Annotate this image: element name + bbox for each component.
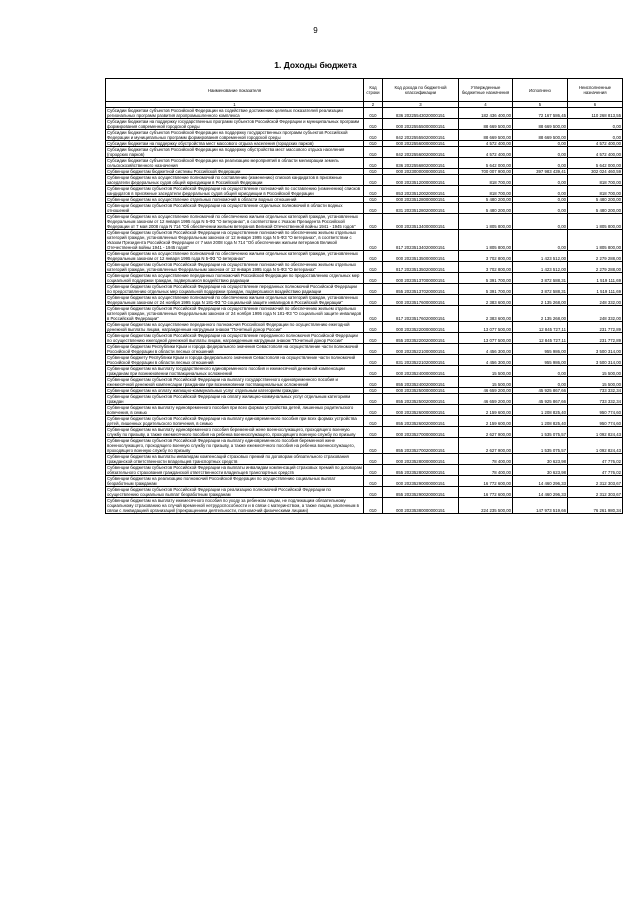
row-remaining: 5 480 200,00 [568,203,623,214]
table-row [106,306,623,322]
row-code: 010 [364,251,383,262]
row-kbk: 855 20235250020000151 [383,394,459,405]
row-remaining: 818 700,00 [568,175,623,186]
row-code: 010 [364,344,383,355]
row-approved: 818 700,00 [459,186,513,197]
row-kbk: 000 20235176000000151 [383,295,459,306]
row-approved: 818 700,00 [459,175,513,186]
row-kbk: 817 20235135020000151 [383,262,459,273]
row-name: Субвенции бюджетам субъектов Российской Федерации на оплату жилищно-коммунальных услуг отдельным категориям граждан [106,394,364,405]
row-remaining: 15 500,00 [568,366,623,377]
row-remaining: 2 312 303,67 [568,487,623,498]
row-approved: 700 007 900,00 [459,169,513,175]
row-remaining: 302 024 460,59 [568,169,623,175]
row-approved: 16 772 600,00 [459,487,513,498]
row-kbk: 855 20235280020000151 [383,465,459,476]
row-code: 010 [364,377,383,388]
row-name: Субвенции бюджетам субъектов Российской Федерации на осуществление полномочий по обеспечению жильем отдельных категорий граждан, установленных Федеральным законом от 12 января 1995 года N 5-ФЗ "О ветеранах" [106,262,364,273]
row-code: 010 [364,262,383,273]
row-approved: 2 159 600,00 [459,405,513,416]
row-name: Субсидии бюджетам субъектов Российской Федерации на поддержку обустройства мест массового отдыха населения (городских парков) [106,147,364,158]
row-remaining: 231 772,89 [568,333,623,344]
row-executed: 45 925 867,66 [513,394,568,405]
col-header-executed: Исполнено [513,79,568,102]
row-name: Субсидии бюджетам на поддержку государственных программ субъектов Российской Федерации и муниципальных программ формирования современной городской среды [106,119,364,130]
row-code: 010 [364,427,383,438]
row-name: Субвенции бюджетам на осуществление полномочий по обеспечению жильем отдельных категорий граждан, установленных Федеральным законом от 12 января 1995 года N 5-ФЗ "О ветеранах", в соответствии с Указом Президента Российской Федерации от 7 мая 2008 года N 714 "Об обеспечении жильем ветеранов Великой Отечественной войны 1941 - 1945 годов" [106,214,364,230]
row-executed: 955 986,00 [513,355,568,366]
row-code: 010 [364,333,383,344]
row-name: Субвенции бюджетам на осуществление отдельных полномочий в области водных отношений [106,197,364,203]
table-row [106,262,623,273]
row-code: 010 [364,465,383,476]
row-remaining: 950 774,60 [568,416,623,427]
row-code: 010 [364,169,383,175]
row-executed: 45 925 867,66 [513,388,568,394]
row-code: 010 [364,454,383,465]
row-executed: 0,00 [513,186,568,197]
row-executed: 397 983 439,41 [513,169,568,175]
row-approved: 46 659 200,00 [459,394,513,405]
row-remaining: 818 700,00 [568,186,623,197]
row-executed: 1 535 075,57 [513,438,568,454]
col-header-remaining: Неисполненные назначения [568,79,623,102]
row-remaining: 2 279 288,00 [568,251,623,262]
row-approved: 4 572 400,00 [459,141,513,147]
row-executed: 147 973 519,66 [513,498,568,514]
row-approved: 4 572 400,00 [459,147,513,158]
table-row [106,322,623,333]
row-name: Субвенции бюджетам субъектов Российской Федерации на осуществление отдельных полномочий в области водных отношений [106,203,364,214]
row-kbk: 855 20235270020000151 [383,438,459,454]
row-kbk: 817 20235176020000151 [383,306,459,322]
row-code: 010 [364,295,383,306]
row-remaining: 950 774,60 [568,405,623,416]
row-name: Субвенции бюджетам бюджетной системы Российской Федерации [106,169,364,175]
table-row [106,108,623,119]
col-header-row-code: Код строки [364,79,383,102]
row-name: Субсидии бюджетам субъектов Российской Федерации на содействие достижению целевых показателей реализации региональных программ развития агропромышленного комплекса [106,108,364,119]
row-approved: 78 400,00 [459,465,513,476]
row-approved: 1 805 800,00 [459,214,513,230]
row-kbk: 000 20235260000000151 [383,405,459,416]
row-code: 010 [364,230,383,251]
table-row [106,416,623,427]
row-kbk: 842 20225555020000151 [383,130,459,141]
row-approved: 16 772 600,00 [459,476,513,487]
row-name: Субвенции бюджетам на реализацию полномочий Российской Федерации по осуществлению социальных выплат безработным гражданам [106,476,364,487]
table-row [106,230,623,251]
row-remaining: 231 772,89 [568,322,623,333]
row-remaining: 5 480 200,00 [568,197,623,203]
row-approved: 5 480 200,00 [459,203,513,214]
row-name: Субвенции бюджетам на выплату единовременного пособия беременной жене военнослужащего, проходящего военную службу по призыву, а также ежемесячного пособия на ребенка военнослужащего, проходящего военную службу по призыву [106,427,364,438]
row-kbk: 000 20235120000000151 [383,175,459,186]
row-kbk: 000 20235250000000151 [383,388,459,394]
row-remaining: 1 092 824,43 [568,438,623,454]
row-code: 010 [364,147,383,158]
table-row [106,366,623,377]
table-row [106,405,623,416]
row-approved: 224 235 500,00 [459,498,513,514]
row-code: 010 [364,203,383,214]
row-kbk: 831 20235128020000151 [383,203,459,214]
row-kbk: 000 20230000000000151 [383,169,459,175]
row-name: Субвенции бюджетам субъектов Российской Федерации на осуществление переданного полномочия Российской Федерации по осуществлению ежегодной денежной выплаты лицам, награжденным нагрудным знаком "Почетный донор России" [106,333,364,344]
row-approved: 13 077 500,00 [459,333,513,344]
row-kbk: 000 20225555000000151 [383,119,459,130]
row-executed: 1 535 075,57 [513,427,568,438]
row-executed: 3 872 588,31 [513,273,568,284]
table-row [106,498,623,514]
table-row [106,438,623,454]
table-row [106,476,623,487]
row-remaining: 733 332,34 [568,388,623,394]
row-code: 010 [364,284,383,295]
table-row [106,377,623,388]
row-name: Субвенции бюджетам на выплату единовременного пособия при всех формах устройства детей, лишенных родительского попечения, в семью [106,405,364,416]
row-code: 010 [364,355,383,366]
row-code: 010 [364,186,383,197]
row-executed: 0,00 [513,366,568,377]
row-code: 010 [364,273,383,284]
col-header-name: Наименование показателя [106,79,364,102]
row-code: 010 [364,498,383,514]
row-name: Субвенции бюджетам субъектов Российской Федерации на выплату единовременного пособия беременной жене военнослужащего, проходящего военную службу по призыву, а также ежемесячного пособия на ребенка военнослужащего, проходящего военную службу по призыву [106,438,364,454]
table-row [106,454,623,465]
row-name: Субвенции бюджету Республики Крым и города федерального значения Севастополя на осуществление части полномочий Российской Федерации в области лесных отношений [106,355,364,366]
col-header-approved: Утвержденные бюджетные назначения [459,79,513,102]
row-executed: 12 845 727,11 [513,333,568,344]
row-name: Субвенции бюджетам на выплату государственного единовременного пособия и ежемесячной денежной компенсации гражданам при возникновении поствакцинальных осложнений [106,366,364,377]
row-name: Субвенции бюджетам субъектов Российской Федерации на выплату государственного единовременного пособия и ежемесячной денежной компенсации гражданам при возникновении поствакцинальных осложнений [106,377,364,388]
row-remaining: 47 776,02 [568,465,623,476]
row-kbk: 000 20235270000000151 [383,427,459,438]
row-name: Субвенции бюджетам на осуществление переданного полномочия Российской Федерации по осуществлению ежегодной денежной выплаты лицам, награжденным нагрудным знаком "Почетный донор России" [106,322,364,333]
table-row [106,130,623,141]
row-name: Субвенции бюджетам субъектов Российской Федерации на осуществление полномочий по обеспечению жильем отдельных категорий граждан, установленных Федеральным законом от 12 января 1995 года N 5-ФЗ "О ветеранах", в соответствии с Указом Президента Российской Федерации от 7 мая 2008 года N 714 "Об обеспечении жильем ветеранов Великой Отечественной войны 1941 - 1945 годов" [106,230,364,251]
table-row [106,214,623,230]
row-code: 010 [364,438,383,454]
row-executed: 2 135 268,00 [513,295,568,306]
row-approved: 5 391 700,00 [459,273,513,284]
row-code: 010 [364,214,383,230]
row-remaining: 2 279 288,00 [568,262,623,273]
table-row [106,333,623,344]
row-code: 010 [364,197,383,203]
table-row [106,487,623,498]
row-kbk: 000 20235128000000151 [383,197,459,203]
row-name: Субвенции бюджетам на выплаты инвалидам компенсаций страховых премий по договорам обязательного страхования гражданской ответственности владельцев транспортных средств [106,454,364,465]
row-kbk: 000 20235380000000151 [383,498,459,514]
table-row [106,295,623,306]
row-code: 010 [364,416,383,427]
row-code: 010 [364,394,383,405]
row-approved: 182 436 400,00 [459,108,513,119]
row-remaining: 4 572 400,00 [568,147,623,158]
col-number: 1 [106,102,364,108]
row-kbk: 000 20235290000000151 [383,476,459,487]
row-approved: 4 456 300,00 [459,344,513,355]
col-header-kbk: Код дохода по бюджетной классификации [383,79,459,102]
row-approved: 13 077 500,00 [459,322,513,333]
row-code: 010 [364,119,383,130]
table-row [106,119,623,130]
row-kbk: 817 20235134020000151 [383,230,459,251]
row-remaining: 110 268 813,55 [568,108,623,119]
table-row [106,251,623,262]
row-approved: 2 159 600,00 [459,416,513,427]
row-code: 010 [364,130,383,141]
row-executed: 0,00 [513,175,568,186]
table-row [106,203,623,214]
col-number: 3 [383,102,459,108]
row-kbk: 855 20235220020000151 [383,333,459,344]
header-row [106,79,623,102]
row-remaining: 1 519 111,69 [568,273,623,284]
row-kbk: 855 20235290020000151 [383,487,459,498]
row-remaining: 15 500,00 [568,377,623,388]
row-remaining: 3 500 314,00 [568,344,623,355]
table-row [106,465,623,476]
row-executed: 30 623,98 [513,454,568,465]
row-name: Субвенции бюджетам субъектов Российской Федерации на выплаты инвалидам компенсаций страховых премий по договорам обязательного страхования гражданской ответственности владельцев транспортных средств [107,465,362,475]
row-executed: 0,00 [513,214,568,230]
row-approved: 3 702 800,00 [459,251,513,262]
row-code: 010 [364,175,383,186]
row-approved: 15 500,00 [459,377,513,388]
table-row [106,394,623,405]
row-executed: 0,00 [513,158,568,169]
row-remaining: 1 519 111,69 [568,284,623,295]
income-table [105,78,623,514]
table-row [106,284,623,295]
table-row [106,147,623,158]
row-code: 010 [364,141,383,147]
row-name: Субвенции бюджетам на осуществление полномочий по обеспечению жильем отдельных категорий граждан, установленных Федеральным законом от 12 января 1995 года N 5-ФЗ "О ветеранах" [106,251,364,262]
row-remaining: 0,00 [568,119,623,130]
col-number: 6 [568,102,623,108]
row-code: 010 [364,158,383,169]
row-name: Субсидии бюджетам субъектов Российской Федерации на реализацию мероприятий в области мелиорации земель сельскохозяйственного назначения [106,158,364,169]
row-remaining: 248 332,00 [568,306,623,322]
row-remaining: 1 805 800,00 [568,214,623,230]
row-kbk: 836 20225568020000151 [383,158,459,169]
row-executed: 0,00 [513,147,568,158]
row-approved: 78 400,00 [459,454,513,465]
row-remaining: 5 642 000,00 [568,158,623,169]
row-name: Субсидии бюджетам на поддержку обустройства мест массового отдыха населения (городских парков) [106,141,364,147]
row-executed: 72 167 586,45 [513,108,568,119]
row-kbk: 853 20235120020000151 [383,186,459,197]
row-executed: 12 845 727,11 [513,322,568,333]
row-remaining: 248 332,00 [568,295,623,306]
row-name: Субвенции бюджетам на осуществление полномочий по обеспечению жильем отдельных категорий граждан, установленных Федеральным законом от 24 ноября 1995 года N 181-ФЗ "О социальной защите инвалидов в Российской Федерации" [106,295,364,306]
row-kbk: 855 20235240020000151 [383,377,459,388]
row-approved: 5 391 700,00 [459,284,513,295]
row-remaining: 4 572 400,00 [568,141,623,147]
row-name: Субвенции бюджетам на осуществление полномочий по составлению (изменению) списков кандидатов в присяжные заседатели федеральных судов общей юрисдикции в Российской Федерации [106,175,364,186]
row-code: 010 [364,366,383,377]
page-title: 1. Доходы бюджета [274,60,357,70]
table-row [106,355,623,366]
row-name: Субвенции бюджетам субъектов Российской Федерации на осуществление переданных полномочий Российской Федерации по предоставлению отдельных мер социальной поддержки граждан, подвергшихся воздействию радиации [106,284,364,295]
row-approved: 1 805 800,00 [459,230,513,251]
row-kbk: 000 20235220000000151 [383,322,459,333]
row-remaining: 0,00 [568,130,623,141]
row-executed: 14 460 296,33 [513,487,568,498]
table-body [106,108,623,514]
row-remaining: 1 805 800,00 [568,230,623,251]
row-executed: 1 423 512,00 [513,262,568,273]
row-remaining: 76 261 980,34 [568,498,623,514]
row-kbk: 000 20235137000000151 [383,273,459,284]
row-kbk: 842 20225560020000151 [383,147,459,158]
table-row [106,427,623,438]
row-approved: 46 659 200,00 [459,388,513,394]
col-number: 5 [513,102,568,108]
row-kbk: 831 20235221020000151 [383,355,459,366]
table-row [106,158,623,169]
row-executed: 1 208 825,40 [513,405,568,416]
row-approved: 88 669 500,00 [459,119,513,130]
row-code: 010 [364,476,383,487]
row-remaining: 2 312 303,67 [568,476,623,487]
row-remaining: 733 332,34 [568,394,623,405]
row-kbk: 855 20235260020000151 [383,416,459,427]
row-name: Субвенции бюджетам субъектов Российской Федерации на осуществление полномочий по составлению (изменению) списков кандидатов в присяжные заседатели федеральных судов общей юрисдикции в Российской Федерации [106,186,364,197]
row-executed: 1 423 512,00 [513,251,568,262]
row-approved: 5 642 000,00 [459,158,513,169]
row-executed: 955 986,00 [513,344,568,355]
row-code: 010 [364,322,383,333]
row-remaining: 1 092 824,43 [568,427,623,438]
row-approved: 88 669 500,00 [459,130,513,141]
row-name: Субвенции бюджетам на оплату жилищно-коммунальных услуг отдельным категориям граждан [106,388,364,394]
row-kbk: 836 20225543020000151 [383,108,459,119]
row-code: 010 [364,405,383,416]
row-executed: 2 135 268,00 [513,306,568,322]
row-executed: 0,00 [513,203,568,214]
row-executed: 0,00 [513,141,568,147]
row-executed: 0,00 [513,230,568,251]
row-name: Субвенции бюджетам на выплату ежемесячного пособия по уходу за ребенком лицам, не подлежащим обязательному социальному страхованию на случай временной нетрудоспособности и в связи с материнством, а также лицам, уволенным в связи с ликвидацией организаций (прекращением деятельности, полномочий физическими лицами) [106,498,364,514]
row-executed: 0,00 [513,197,568,203]
table-row [106,344,623,355]
row-name: Субсидии бюджетам субъектов Российской Федерации на поддержку государственных программ субъектов Российской Федерации и муниципальных программ формирования современной городской среды [106,130,364,141]
row-executed: 3 872 588,31 [513,284,568,295]
row-kbk: 000 20225560000000151 [383,141,459,147]
row-approved: 5 480 200,00 [459,197,513,203]
row-name: Субвенции бюджетам на осуществление переданных полномочий Российской Федерации по предоставлению отдельных мер социальной поддержки граждан, подвергшихся воздействию радиации [106,273,364,284]
row-approved: 4 456 300,00 [459,355,513,366]
row-executed: 14 460 296,33 [513,476,568,487]
page-number: 9 [313,26,318,35]
row-executed: 0,00 [513,377,568,388]
row-code: 010 [364,108,383,119]
row-executed: 88 669 500,00 [513,130,568,141]
row-code: 010 [364,487,383,498]
col-number: 4 [459,102,513,108]
row-executed: 88 669 500,00 [513,119,568,130]
row-remaining: 47 776,02 [568,454,623,465]
row-approved: 2 627 900,00 [459,427,513,438]
col-number: 2 [364,102,383,108]
row-code: 010 [364,306,383,322]
row-name: Субвенции бюджетам субъектов Российской Федерации на реализацию полномочий Российской Федерации по осуществлению социальных выплат безработным гражданам [106,487,364,498]
row-approved: 2 627 900,00 [459,438,513,454]
row-approved: 3 702 800,00 [459,262,513,273]
table-row [106,186,623,197]
row-kbk: 000 20235240000000151 [383,366,459,377]
row-approved: 15 500,00 [459,366,513,377]
row-approved: 2 383 600,00 [459,295,513,306]
table-row [106,273,623,284]
row-executed: 30 623,98 [513,465,568,476]
table-row [106,175,623,186]
row-kbk: 000 20235221000000151 [383,344,459,355]
row-remaining: 3 500 314,00 [568,355,623,366]
row-name: Субвенции бюджетам Республики Крым и города федерального значения Севастополя на осуществление части полномочий Российской Федерации в области лесных отношений [106,344,364,355]
row-kbk: 000 20235134000000151 [383,214,459,230]
row-approved: 2 383 600,00 [459,306,513,322]
row-name: Субвенции бюджетам субъектов Российской Федерации на выплату единовременного пособия при всех формах устройства детей, лишенных родительского попечения, в семью [106,416,364,427]
row-executed: 1 208 825,40 [513,416,568,427]
row-kbk: 855 20235137020000151 [383,284,459,295]
row-code: 010 [364,388,383,394]
row-kbk: 000 20235135000000151 [383,251,459,262]
row-name: Субвенции бюджетам субъектов Российской Федерации на осуществление полномочий по обеспечению жильем отдельных категорий граждан, установленных Федеральным законом от 24 ноября 1995 года N 181-ФЗ "О социальной защите инвалидов в Российской Федерации" [106,306,364,322]
row-kbk: 000 20235280000000151 [383,454,459,465]
